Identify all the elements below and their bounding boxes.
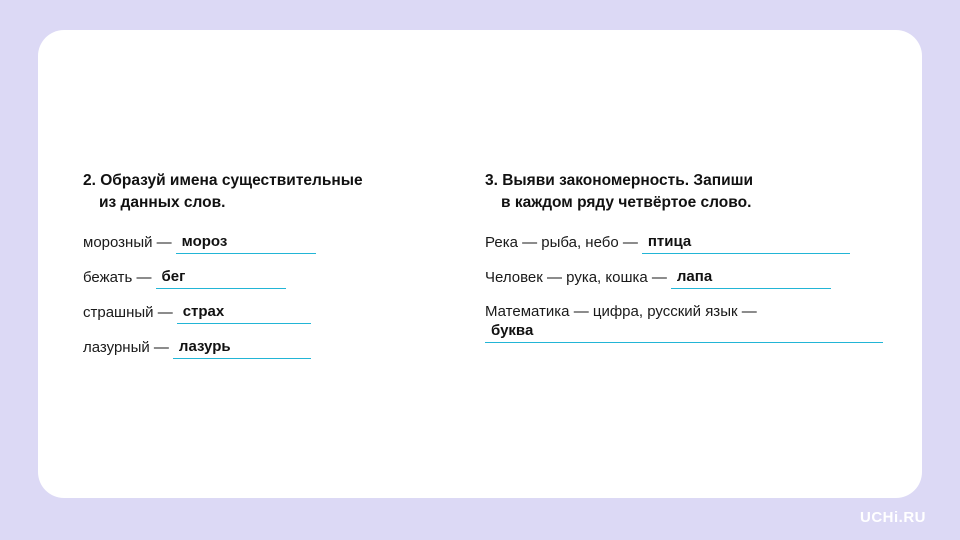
task-3-prompt: Математика — цифра, русский язык — bbox=[485, 302, 757, 320]
task-2-column bbox=[83, 170, 435, 373]
task-2-answer-blank[interactable] bbox=[176, 233, 316, 254]
task-3-answer-blank[interactable] bbox=[485, 322, 883, 343]
task-2-answer-blank[interactable] bbox=[177, 303, 311, 324]
task-3-title-line-1: 3. Выяви закономерность. Запиши bbox=[485, 172, 754, 189]
task-columns bbox=[83, 170, 883, 373]
task-2-item bbox=[83, 233, 435, 254]
task-2-answer: бег bbox=[161, 267, 186, 285]
task-3-prompt: Человек — рука, кошка — bbox=[485, 268, 667, 286]
task-3-item bbox=[485, 303, 883, 343]
task-3-title bbox=[485, 170, 883, 215]
task-3-answer: птица bbox=[647, 232, 692, 250]
task-2-answer: лазурь bbox=[178, 337, 231, 355]
task-2-title bbox=[83, 170, 435, 215]
task-2-item bbox=[83, 268, 435, 289]
task-3-item bbox=[485, 233, 883, 254]
task-3-answer-blank[interactable] bbox=[642, 233, 850, 254]
task-2-item bbox=[83, 303, 435, 324]
task-2-item bbox=[83, 338, 435, 359]
content-card bbox=[38, 30, 922, 498]
task-2-title-line-2: из данных слов. bbox=[99, 194, 226, 212]
task-2-title-line-1: 2. Образуй имена существительные bbox=[83, 172, 363, 189]
task-3-prompt: Река — рыба, небо — bbox=[485, 233, 638, 251]
task-2-prompt: лазурный — bbox=[83, 338, 169, 356]
task-2-answer-blank[interactable] bbox=[173, 338, 311, 359]
task-2-prompt: бежать — bbox=[83, 268, 152, 286]
task-2-prompt: страшный — bbox=[83, 303, 173, 321]
task-3-title-line-2: в каждом ряду четвёртое слово. bbox=[501, 194, 752, 212]
task-2-answer: страх bbox=[182, 302, 225, 320]
task-2-answer-blank[interactable] bbox=[156, 268, 286, 289]
task-3-answer-blank[interactable] bbox=[671, 268, 831, 289]
task-3-column bbox=[485, 170, 883, 373]
brand-logo: UCHi.RU bbox=[860, 509, 926, 526]
task-3-answer: буква bbox=[491, 321, 534, 339]
task-3-answer: лапа bbox=[676, 267, 713, 285]
task-2-answer: мороз bbox=[181, 232, 228, 250]
task-2-prompt: морозный — bbox=[83, 233, 172, 251]
task-3-item bbox=[485, 268, 883, 289]
